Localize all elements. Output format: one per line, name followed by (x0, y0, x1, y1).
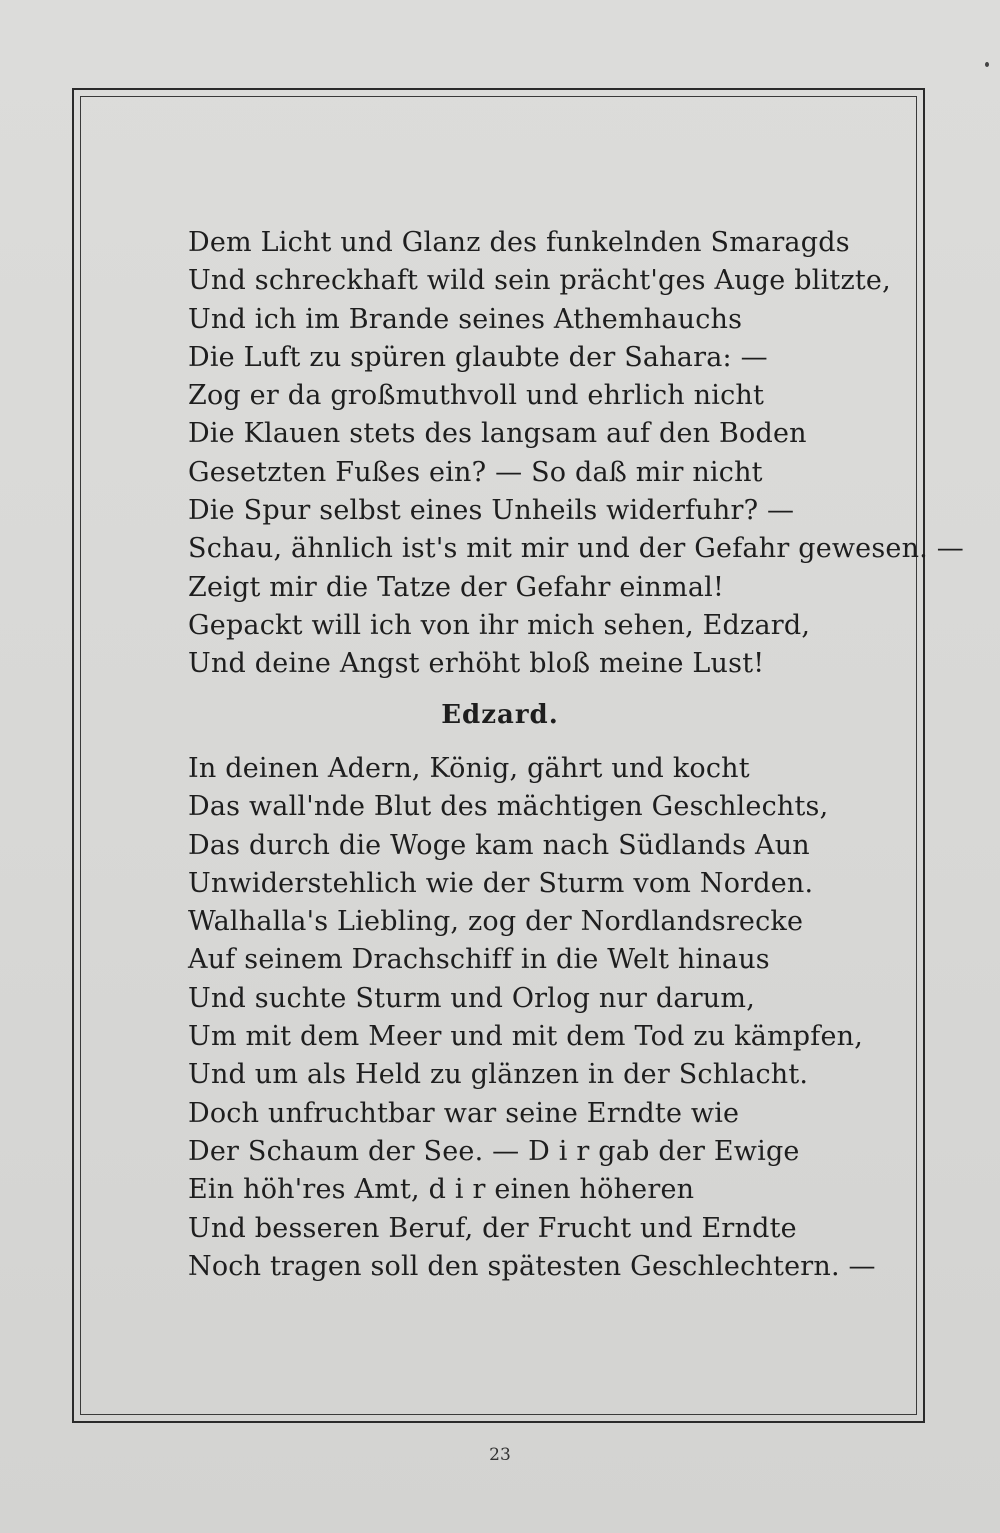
verse-line: Schau, ähnlich ist's mit mir und der Gefahr gewesen. — (188, 533, 964, 565)
verse-line: Und ich im Brande seines Athemhauchs (188, 303, 743, 335)
verse-line: Und suchte Sturm und Orlog nur darum, (188, 982, 755, 1014)
verse-line: In deinen Adern, König, gährt und kocht (188, 753, 750, 784)
verse-line: Und schreckhaft wild sein prächt'ges Auge blitzte, (188, 265, 891, 297)
verse-line: Die Luft zu spüren glaubte der Sahara: — (188, 341, 768, 373)
verse-line: Um mit dem Meer und mit dem Tod zu kämpfen, (188, 1021, 864, 1053)
verse-line: Ein höh'res Amt, d i r einen höheren (188, 1174, 695, 1206)
verse-stanza-two (188, 750, 876, 1286)
verse-stanza-one (188, 224, 964, 684)
verse-line: Noch tragen soll den spätesten Geschlechtern. — (188, 1250, 876, 1282)
verse-line: Und deine Angst erhöht bloß meine Lust! (188, 648, 765, 680)
verse-line: Unwiderstehlich wie der Sturm vom Norden. (188, 867, 814, 899)
verse-line: Auf seinem Drachschiff in die Welt hinaus (188, 944, 770, 976)
verse-line: Walhalla's Liebling, zog der Nordlandsrecke (188, 906, 804, 938)
speaker-heading: Edzard. (441, 700, 559, 730)
verse-line: Zeigt mir die Tatze der Gefahr einmal! (188, 571, 724, 603)
verse-line: Zog er da großmuthvoll und ehrlich nicht (188, 380, 765, 412)
verse-line: Die Klauen stets des langsam auf den Boden (188, 418, 807, 450)
verse-line: Der Schaum der See. — D i r gab der Ewige (188, 1135, 800, 1167)
ink-speck (985, 62, 989, 67)
verse-line: Und um als Held zu glänzen in der Schlacht. (188, 1059, 809, 1091)
verse-line: Gesetzten Fußes ein? — So daß mir nicht (188, 456, 763, 488)
verse-line: Das durch die Woge kam nach Südlands Aun (188, 829, 810, 861)
verse-line: Doch unfruchtbar war seine Erndte wie (188, 1097, 740, 1129)
verse-line: Und besseren Beruf, der Frucht und Erndte (188, 1212, 797, 1244)
page-number: 23 (489, 1445, 511, 1465)
verse-line: Gepackt will ich von ihr mich sehen, Edzard, (188, 609, 811, 641)
verse-line: Das wall'nde Blut des mächtigen Geschlechts, (188, 791, 829, 823)
verse-line: Dem Licht und Glanz des funkelnden Smaragds (188, 227, 850, 258)
verse-line: Die Spur selbst eines Unheils widerfuhr? — (188, 495, 795, 527)
